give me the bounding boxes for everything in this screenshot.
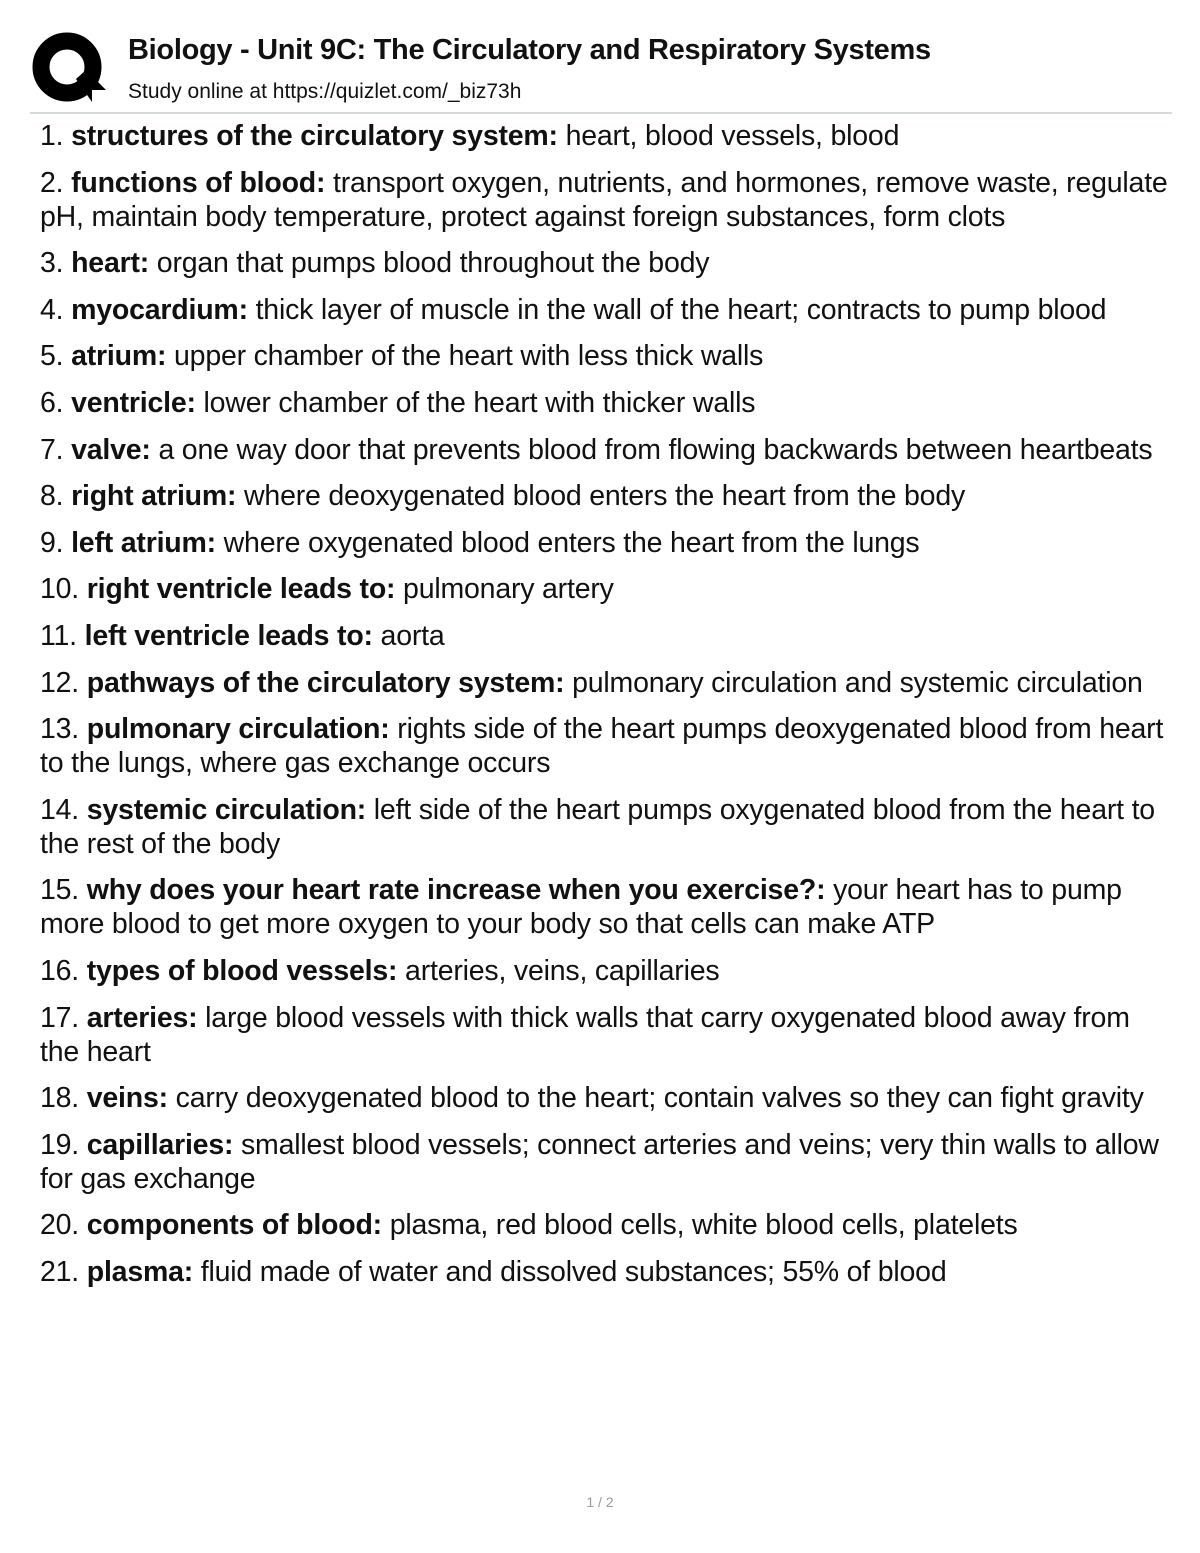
term-name: left ventricle leads to: bbox=[84, 619, 373, 652]
term-number: 19. bbox=[40, 1128, 80, 1161]
term-item bbox=[40, 339, 1168, 373]
term-name: right atrium: bbox=[71, 480, 237, 513]
term-item bbox=[40, 1208, 1168, 1242]
term-definition: where oxygenated blood enters the heart from the lungs bbox=[223, 526, 920, 559]
term-name: pulmonary circulation: bbox=[86, 713, 390, 746]
term-number: 7. bbox=[40, 433, 64, 466]
header-divider bbox=[30, 112, 1172, 114]
page-number: 1 / 2 bbox=[586, 1494, 614, 1510]
term-item bbox=[40, 433, 1168, 467]
term-number: 8. bbox=[40, 480, 64, 513]
term-number: 15. bbox=[40, 874, 80, 907]
term-item bbox=[40, 712, 1168, 780]
term-name: types of blood vessels: bbox=[86, 954, 398, 987]
term-definition: thick layer of muscle in the wall of the heart; contracts to pump blood bbox=[255, 293, 1107, 326]
term-list bbox=[40, 119, 1168, 1301]
term-number: 13. bbox=[40, 713, 80, 746]
term-name: right ventricle leads to: bbox=[86, 573, 396, 606]
term-item bbox=[40, 619, 1168, 653]
page-header bbox=[30, 28, 1172, 112]
term-item bbox=[40, 1081, 1168, 1115]
term-number: 21. bbox=[40, 1255, 80, 1288]
term-number: 20. bbox=[40, 1209, 80, 1242]
term-item bbox=[40, 293, 1168, 327]
term-definition: heart, blood vessels, blood bbox=[565, 120, 900, 152]
term-definition: rights side of the heart pumps deoxygenated blood from heart to the lungs, where gas exchange occurs bbox=[40, 713, 1164, 780]
term-definition: transport oxygen, nutrients, and hormones, remove waste, regulate pH, maintain body temperature, protect against foreign substances, form clots bbox=[40, 166, 1168, 233]
term-definition: lower chamber of the heart with thicker walls bbox=[203, 386, 756, 419]
term-number: 14. bbox=[40, 793, 80, 826]
term-definition: large blood vessels with thick walls that carry oxygenated blood away from the heart bbox=[40, 1001, 1130, 1068]
term-name: myocardium: bbox=[71, 293, 248, 326]
term-definition: your heart has to pump more blood to get more oxygen to your body so that cells can make ATP bbox=[40, 874, 1122, 941]
term-name: heart: bbox=[71, 247, 150, 280]
term-number: 16. bbox=[40, 954, 80, 987]
term-definition: pulmonary artery bbox=[403, 573, 614, 606]
term-number: 6. bbox=[40, 386, 64, 419]
term-number: 12. bbox=[40, 666, 80, 699]
term-definition: organ that pumps blood throughout the body bbox=[156, 247, 710, 280]
term-number: 17. bbox=[40, 1001, 80, 1034]
term-name: veins: bbox=[86, 1082, 168, 1115]
term-item bbox=[40, 1255, 1168, 1289]
term-item bbox=[40, 166, 1168, 234]
term-name: systemic circulation: bbox=[86, 793, 367, 826]
term-number: 4. bbox=[40, 293, 64, 326]
term-definition: arteries, veins, capillaries bbox=[405, 954, 720, 987]
term-item bbox=[40, 1001, 1168, 1069]
quizlet-q-logo-icon bbox=[30, 30, 108, 108]
term-item bbox=[40, 526, 1168, 560]
term-item bbox=[40, 1128, 1168, 1196]
term-number: 1. bbox=[40, 120, 64, 152]
term-number: 18. bbox=[40, 1082, 80, 1115]
term-definition: carry deoxygenated blood to the heart; contain valves so they can fight gravity bbox=[175, 1082, 1144, 1115]
term-name: why does your heart rate increase when you exercise?: bbox=[86, 874, 826, 907]
study-online-link[interactable]: Study online at https://quizlet.com/_biz73h bbox=[128, 80, 522, 103]
term-item bbox=[40, 873, 1168, 941]
term-name: left atrium: bbox=[71, 526, 216, 559]
term-number: 9. bbox=[40, 526, 64, 559]
term-name: plasma: bbox=[86, 1255, 194, 1288]
term-name: arteries: bbox=[86, 1001, 198, 1034]
term-name: atrium: bbox=[71, 340, 167, 373]
term-definition: left side of the heart pumps oxygenated blood from the heart to the rest of the body bbox=[40, 793, 1155, 860]
term-number: 5. bbox=[40, 340, 64, 373]
term-name: components of blood: bbox=[86, 1209, 382, 1242]
term-item bbox=[40, 572, 1168, 606]
term-definition: aorta bbox=[380, 619, 445, 652]
term-number: 3. bbox=[40, 247, 64, 280]
term-definition: plasma, red blood cells, white blood cells, platelets bbox=[389, 1209, 1018, 1242]
term-item bbox=[40, 246, 1168, 280]
term-item bbox=[40, 386, 1168, 420]
page-title: Biology - Unit 9C: The Circulatory and Respiratory Systems bbox=[128, 34, 931, 66]
term-name: ventricle: bbox=[71, 386, 196, 419]
term-name: functions of blood: bbox=[71, 166, 326, 199]
term-number: 2. bbox=[40, 166, 64, 199]
term-definition: fluid made of water and dissolved substances; 55% of blood bbox=[200, 1255, 947, 1288]
term-name: pathways of the circulatory system: bbox=[86, 666, 565, 699]
term-definition: pulmonary circulation and systemic circulation bbox=[572, 666, 1143, 699]
term-definition: smallest blood vessels; connect arteries and veins; very thin walls to allow for gas exchange bbox=[40, 1128, 1159, 1195]
term-item bbox=[40, 666, 1168, 700]
term-number: 11. bbox=[40, 619, 77, 652]
term-name: valve: bbox=[71, 433, 151, 466]
term-definition: a one way door that prevents blood from flowing backwards between heartbeats bbox=[158, 433, 1153, 466]
term-item bbox=[40, 479, 1168, 513]
term-item bbox=[40, 793, 1168, 861]
term-definition: where deoxygenated blood enters the heart from the body bbox=[244, 480, 966, 513]
term-name: structures of the circulatory system: bbox=[71, 120, 558, 152]
term-name: capillaries: bbox=[86, 1128, 234, 1161]
term-definition: upper chamber of the heart with less thick walls bbox=[174, 340, 764, 373]
term-number: 10. bbox=[40, 573, 80, 606]
term-item bbox=[40, 119, 1168, 153]
term-item bbox=[40, 954, 1168, 988]
